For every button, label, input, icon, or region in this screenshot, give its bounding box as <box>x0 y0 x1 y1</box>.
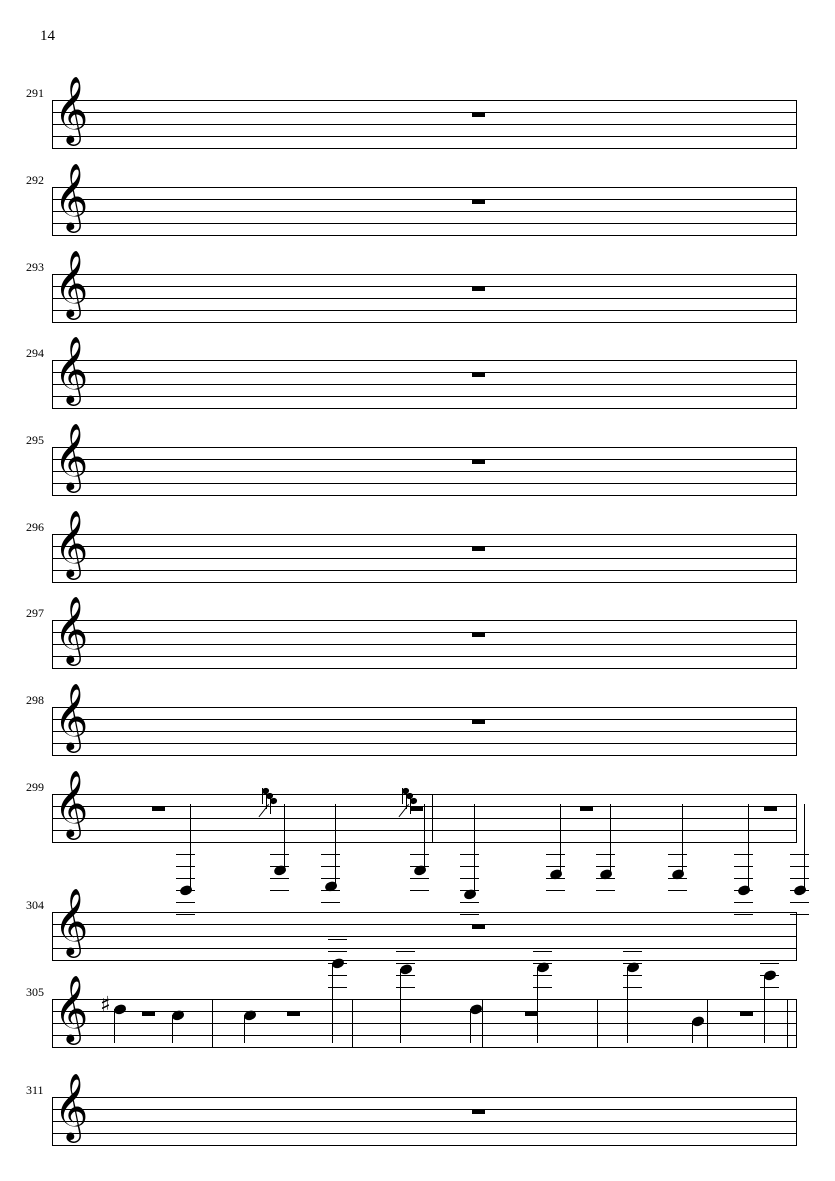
barline-end <box>796 447 797 496</box>
whole-rest <box>472 546 485 551</box>
barline-end <box>796 912 797 961</box>
staff-line <box>52 1023 797 1024</box>
staff-line <box>52 459 797 460</box>
staff-line <box>52 632 797 633</box>
ledger-line <box>460 878 479 879</box>
barline <box>432 794 433 843</box>
ledger-line <box>533 975 552 976</box>
ledger-line <box>734 878 753 879</box>
ledger-line <box>270 890 289 891</box>
note-stem <box>470 1009 471 1043</box>
whole-rest <box>472 719 485 724</box>
ledger-line <box>790 866 809 867</box>
barline <box>707 999 708 1048</box>
whole-rest <box>472 632 485 637</box>
measure-number: 292 <box>26 173 44 187</box>
measure-number: 311 <box>26 1083 44 1097</box>
whole-rest <box>740 1011 753 1016</box>
staff-line <box>52 408 797 409</box>
treble-clef-icon: 𝄞 <box>54 682 89 750</box>
whole-rest <box>142 1011 155 1016</box>
ledger-line <box>321 878 340 879</box>
staff-line <box>52 447 797 448</box>
page-number: 14 <box>40 28 55 44</box>
measure-number: 291 <box>26 86 44 100</box>
staff-line <box>52 948 797 949</box>
whole-rest <box>410 806 423 811</box>
notehead <box>793 884 807 896</box>
whole-rest <box>472 112 485 117</box>
staff-line <box>52 960 797 961</box>
staff-line <box>52 719 797 720</box>
treble-clef-icon: 𝄞 <box>54 595 89 663</box>
notehead <box>737 884 751 896</box>
staff <box>52 707 797 755</box>
notehead <box>399 963 413 975</box>
ledger-line <box>596 890 615 891</box>
grace-stem <box>262 788 263 804</box>
ledger-line <box>760 963 779 964</box>
staff-line <box>52 936 797 937</box>
staff-line <box>52 1035 797 1036</box>
staff-line <box>52 1133 797 1134</box>
ledger-line <box>176 902 195 903</box>
whole-rest <box>472 1109 485 1114</box>
barline-end <box>796 360 797 409</box>
ledger-line <box>623 975 642 976</box>
whole-rest <box>152 806 165 811</box>
treble-clef-icon: 𝄞 <box>54 1072 89 1140</box>
note-stem <box>400 969 401 1043</box>
note-stem <box>332 963 333 1043</box>
ledger-line <box>328 951 347 952</box>
note-stem <box>627 967 628 1043</box>
measure-number: 294 <box>26 346 44 360</box>
ledger-line <box>596 866 615 867</box>
staff-line <box>52 743 797 744</box>
staff-line <box>52 912 797 913</box>
note-stem <box>537 967 538 1043</box>
ledger-line <box>734 854 753 855</box>
staff-line <box>52 656 797 657</box>
ledger-line <box>270 878 289 879</box>
staff-line <box>52 396 797 397</box>
whole-rest <box>764 806 777 811</box>
whole-rest <box>472 199 485 204</box>
note-stem <box>748 804 749 888</box>
barline-end <box>796 620 797 669</box>
barline <box>787 999 788 1048</box>
staff-line <box>52 235 797 236</box>
measure-number: 297 <box>26 606 44 620</box>
treble-clef-icon: 𝄞 <box>54 769 89 837</box>
staff-line <box>52 999 797 1000</box>
ledger-line <box>623 987 642 988</box>
barline-end <box>796 274 797 323</box>
staff-line <box>52 223 797 224</box>
staff-line <box>52 1011 797 1012</box>
staff <box>52 620 797 668</box>
staff-line <box>52 794 797 795</box>
ledger-line <box>410 854 429 855</box>
staff <box>52 360 797 408</box>
note-stem <box>804 804 805 888</box>
treble-clef-icon: 𝄞 <box>54 335 89 403</box>
note-stem <box>335 804 336 884</box>
staff <box>52 993 797 1047</box>
ledger-line <box>410 890 429 891</box>
whole-rest <box>580 806 593 811</box>
ledger-line <box>328 987 347 988</box>
staff-line <box>52 1109 797 1110</box>
note-stem <box>424 804 425 868</box>
staff-line <box>52 1097 797 1098</box>
staff <box>52 447 797 495</box>
staff-line <box>52 924 797 925</box>
ledger-line <box>546 866 565 867</box>
measure-number: 299 <box>26 780 44 794</box>
staff-line <box>52 310 797 311</box>
staff-line <box>52 495 797 496</box>
staff <box>52 274 797 322</box>
ledger-line <box>410 878 429 879</box>
staff-line <box>52 100 797 101</box>
ledger-line <box>328 975 347 976</box>
whole-rest <box>472 372 485 377</box>
ledger-line <box>546 890 565 891</box>
measure-number: 296 <box>26 520 44 534</box>
staff-line <box>52 570 797 571</box>
treble-clef-icon: 𝄞 <box>54 249 89 317</box>
barline-end <box>796 100 797 149</box>
ledger-line <box>460 866 479 867</box>
whole-rest <box>287 1011 300 1016</box>
staff-line <box>52 124 797 125</box>
treble-clef-icon: 𝄞 <box>54 887 89 955</box>
whole-rest <box>472 924 485 929</box>
ledger-line <box>596 854 615 855</box>
note-stem <box>114 1009 115 1043</box>
staff-line <box>52 372 797 373</box>
ledger-line <box>760 987 779 988</box>
staff-line <box>52 582 797 583</box>
staff-line <box>52 620 797 621</box>
staff-line <box>52 668 797 669</box>
staff <box>52 534 797 582</box>
ledger-line <box>460 854 479 855</box>
staff-line <box>52 483 797 484</box>
notehead <box>113 1003 127 1015</box>
ledger-line <box>176 866 195 867</box>
ledger-line <box>533 987 552 988</box>
treble-clef-icon: 𝄞 <box>54 162 89 230</box>
staff-line <box>52 274 797 275</box>
barline-end <box>796 187 797 236</box>
measure-number: 305 <box>26 985 44 999</box>
measure-number: 295 <box>26 433 44 447</box>
ledger-line <box>396 951 415 952</box>
barline <box>482 999 483 1048</box>
staff-line <box>52 534 797 535</box>
note-stem <box>610 804 611 872</box>
staff-line <box>52 298 797 299</box>
treble-clef-icon: 𝄞 <box>54 974 89 1042</box>
staff-line <box>52 211 797 212</box>
ledger-line <box>623 951 642 952</box>
staff-line <box>52 546 797 547</box>
staff-line <box>52 322 797 323</box>
grace-stem <box>270 798 271 814</box>
note-stem <box>190 804 191 888</box>
notehead <box>179 884 193 896</box>
treble-clef-icon: 𝄞 <box>54 509 89 577</box>
staff-line <box>52 1145 797 1146</box>
ledger-line <box>668 866 687 867</box>
ledger-line <box>668 890 687 891</box>
note-stem <box>682 804 683 872</box>
whole-rest <box>472 459 485 464</box>
measure-number: 304 <box>26 898 44 912</box>
barline <box>597 999 598 1048</box>
staff <box>52 187 797 235</box>
ledger-line <box>328 939 347 940</box>
staff-line <box>52 558 797 559</box>
staff-line <box>52 286 797 287</box>
staff-line <box>52 1121 797 1122</box>
barline-end <box>796 794 797 843</box>
note-stem <box>284 804 285 868</box>
ledger-line <box>790 854 809 855</box>
ledger-line <box>176 878 195 879</box>
notehead <box>469 1003 483 1015</box>
staff-line <box>52 755 797 756</box>
staff-line <box>52 644 797 645</box>
accidental-sharp: ♯ <box>100 993 111 1018</box>
ledger-line <box>396 987 415 988</box>
ledger-line <box>790 902 809 903</box>
note-stem <box>474 804 475 892</box>
ledger-line <box>396 975 415 976</box>
staff-line <box>52 1047 797 1048</box>
grace-stem <box>410 798 411 814</box>
grace-stem <box>402 788 403 804</box>
staff-line <box>52 136 797 137</box>
note-stem <box>764 975 765 1043</box>
notehead <box>763 969 777 981</box>
staff-line <box>52 731 797 732</box>
ledger-line <box>460 902 479 903</box>
ledger-line <box>734 902 753 903</box>
staff-line <box>52 187 797 188</box>
ledger-line <box>734 866 753 867</box>
ledger-line <box>668 854 687 855</box>
ledger-line <box>321 866 340 867</box>
staff <box>52 100 797 148</box>
staff-line <box>52 707 797 708</box>
staff-line <box>52 112 797 113</box>
staff <box>52 794 797 842</box>
staff-line <box>52 360 797 361</box>
barline-end <box>796 1097 797 1146</box>
treble-clef-icon: 𝄞 <box>54 75 89 143</box>
barline-end <box>796 999 797 1048</box>
ledger-line <box>321 854 340 855</box>
ledger-line <box>546 854 565 855</box>
barline-end <box>796 707 797 756</box>
ledger-line <box>270 854 289 855</box>
staff-line <box>52 471 797 472</box>
treble-clef-icon: 𝄞 <box>54 422 89 490</box>
notehead <box>691 1015 705 1027</box>
ledger-line <box>790 878 809 879</box>
barline <box>212 999 213 1048</box>
staff <box>52 912 797 960</box>
measure-number: 298 <box>26 693 44 707</box>
barline <box>352 999 353 1048</box>
whole-rest <box>472 286 485 291</box>
staff-line <box>52 148 797 149</box>
staff <box>52 1097 797 1145</box>
barline-end <box>796 534 797 583</box>
staff-line <box>52 384 797 385</box>
note-stem <box>560 804 561 872</box>
measure-number: 293 <box>26 260 44 274</box>
ledger-line <box>176 854 195 855</box>
ledger-line <box>533 951 552 952</box>
ledger-line <box>321 902 340 903</box>
staff-line <box>52 199 797 200</box>
